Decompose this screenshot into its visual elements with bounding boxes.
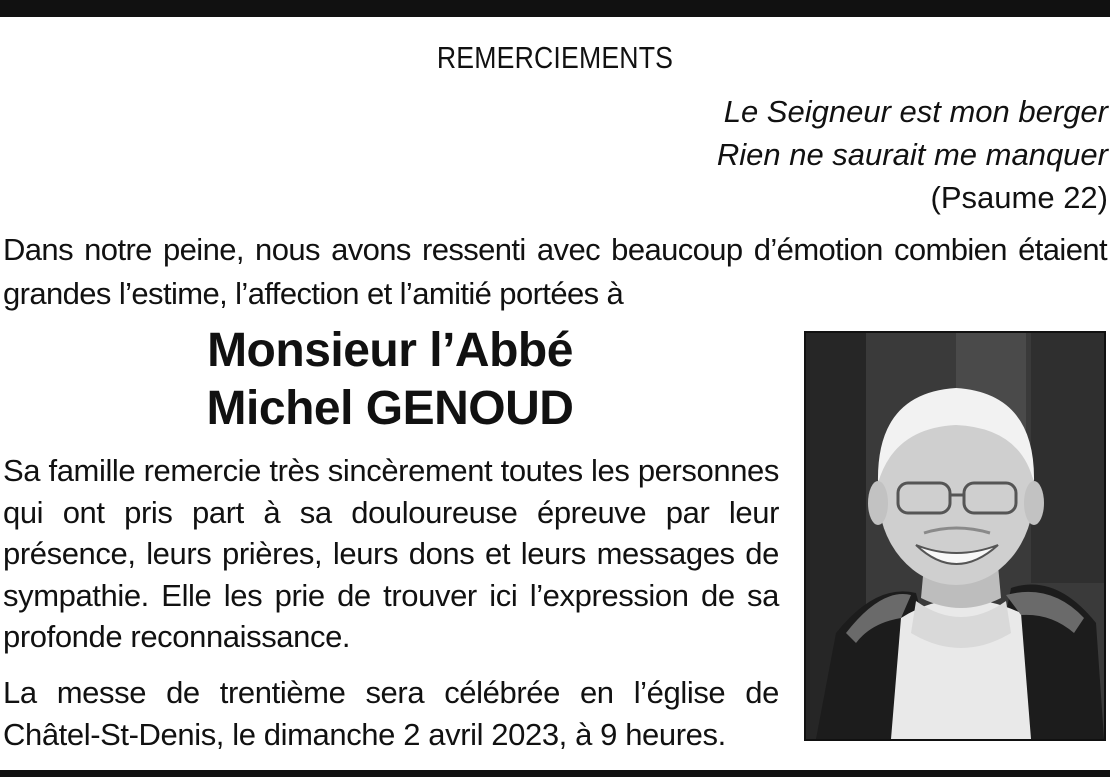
verse-line-1: Le Seigneur est mon berger [723,94,1108,129]
portrait-illustration [806,333,1104,739]
verse-reference: (Psaume 22) [930,180,1108,215]
deceased-title: Monsieur l’Abbé [207,324,573,377]
thanks-paragraph: Sa famille remercie très sincèrement toutes les personnes qui ont pris part à sa douloureuse épreuve par leur présence, leurs prières, leurs dons et leurs messages de sympathie. Elle les prie de trouver ici l’expression de sa profonde reconnaissance. [3,453,779,654]
bottom-rule [0,770,1110,777]
deceased-name: Michel GENOUD [206,382,574,435]
portrait-photo [804,331,1106,741]
mass-paragraph: La messe de trentième sera célébrée en l’église de Châtel-St-Denis, le dimanche 2 avril 2023, à 9 heures. [3,675,779,752]
verse-line-2: Rien ne saurait me manquer [716,137,1108,172]
deceased-name-block [0,322,780,438]
psalm-verse [508,90,1108,219]
notice-heading: REMERCIEMENTS [436,40,674,75]
top-rule [0,0,1110,17]
intro-paragraph: Dans notre peine, nous avons ressenti avec beaucoup d’émotion combien étaient grandes l’estime, l’affection et l’amitié portées à [3,232,1107,311]
